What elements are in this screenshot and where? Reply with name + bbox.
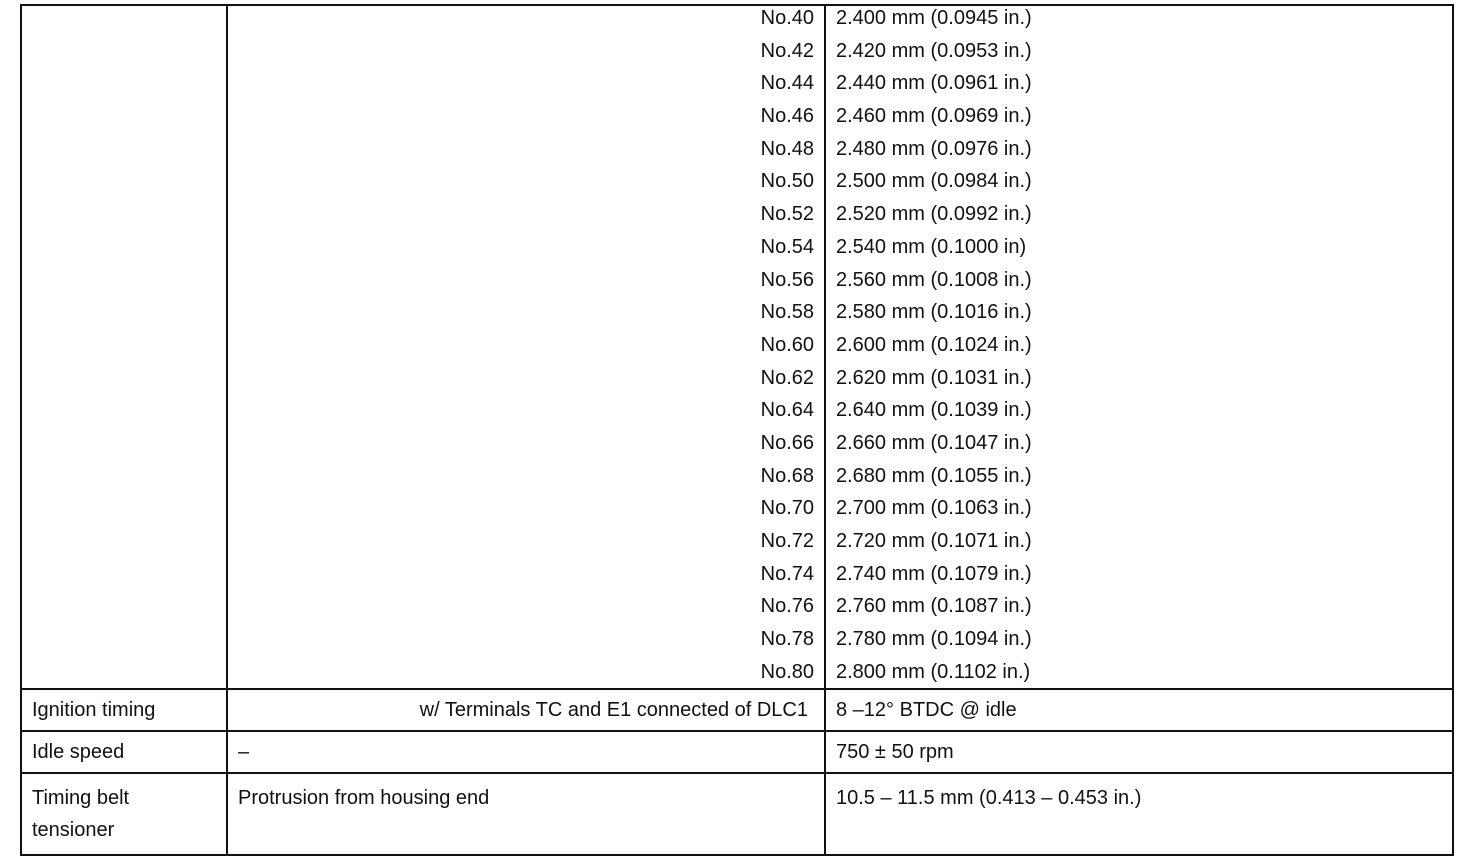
shim-number: No.80 [760,660,814,683]
timing-belt-tensioner-condition: Protrusion from housing end [227,773,825,855]
shim-number: No.40 [760,7,814,29]
shim-thickness: 2.680 mm (0.1055 in.) [836,464,1032,487]
shim-thickness: 2.640 mm (0.1039 in.) [836,399,1032,422]
shim-thickness: 2.620 mm (0.1031 in.) [836,366,1032,389]
shim-thickness: 2.500 mm (0.0984 in.) [836,170,1032,193]
shim-number: No.44 [760,72,814,95]
shim-number: No.70 [760,497,814,520]
timing-belt-tensioner-label [21,773,227,855]
shim-thickness: 2.520 mm (0.0992 in.) [836,203,1032,226]
shim-thickness: 2.740 mm (0.1079 in.) [836,562,1032,585]
shim-number: No.54 [760,235,814,258]
shim-number: No.76 [760,595,814,618]
shim-thickness: 2.760 mm (0.1087 in.) [836,595,1032,618]
shim-number: No.78 [760,628,814,651]
shim-number: No.48 [760,137,814,160]
shim-number: No.74 [760,562,814,585]
shim-thickness: 2.600 mm (0.1024 in.) [836,333,1032,356]
shim-thickness: 2.780 mm (0.1094 in.) [836,628,1032,651]
timing-belt-tensioner-row [21,773,1453,855]
shim-thickness: 2.560 mm (0.1008 in.) [836,268,1032,291]
shim-thickness: 2.540 mm (0.1000 in) [836,235,1027,258]
shim-thickness: 2.480 mm (0.0976 in.) [836,137,1032,160]
shim-number-list [228,2,814,688]
shim-thickness: 2.580 mm (0.1016 in.) [836,301,1032,324]
shim-number: No.58 [760,301,814,324]
shim-number: No.72 [760,530,814,552]
idle-speed-row [21,731,1453,773]
shim-number: No.68 [760,464,814,487]
shim-thickness-list [836,2,1452,688]
shim-thickness: 2.400 mm (0.0945 in.) [836,7,1032,29]
shim-number: No.42 [760,39,814,62]
ignition-timing-condition: w/ Terminals TC and E1 connected of DLC1 [227,689,825,731]
shim-number: No.56 [760,268,814,291]
shim-thickness: 2.420 mm (0.0953 in.) [836,39,1032,62]
ignition-timing-row [21,689,1453,731]
idle-speed-value: 750 ± 50 rpm [825,731,1453,773]
timing-belt-tensioner-value: 10.5 – 11.5 mm (0.413 – 0.453 in.) [825,773,1453,855]
shim-thickness: 2.720 mm (0.1071 in.) [836,530,1032,552]
tensioner-label-line1: Timing belt [32,787,130,810]
ignition-timing-label: Ignition timing [21,689,227,731]
shim-thickness: 2.700 mm (0.1063 in.) [836,497,1032,520]
idle-speed-label: Idle speed [21,731,227,773]
shim-number: No.46 [760,105,814,128]
idle-speed-condition: – [227,731,825,773]
shim-number-column [227,5,825,689]
shim-number: No.60 [760,333,814,356]
shim-number: No.64 [760,399,814,422]
shim-thickness: 2.440 mm (0.0961 in.) [836,72,1032,95]
specifications-table [20,4,1454,856]
shim-number: No.66 [760,431,814,454]
shim-thickness: 2.800 mm (0.1102 in.) [836,660,1031,683]
shim-thickness-column [825,5,1453,689]
ignition-timing-value: 8 –12° BTDC @ idle [825,689,1453,731]
shim-thickness: 2.660 mm (0.1047 in.) [836,431,1032,454]
shim-number: No.52 [760,203,814,226]
shim-number: No.50 [760,170,814,193]
shim-selection-row [21,5,1453,689]
shim-thickness: 2.460 mm (0.0969 in.) [836,105,1032,128]
tensioner-label-line2: tensioner [32,819,115,842]
shim-label-cell [21,5,227,689]
shim-number: No.62 [760,366,814,389]
